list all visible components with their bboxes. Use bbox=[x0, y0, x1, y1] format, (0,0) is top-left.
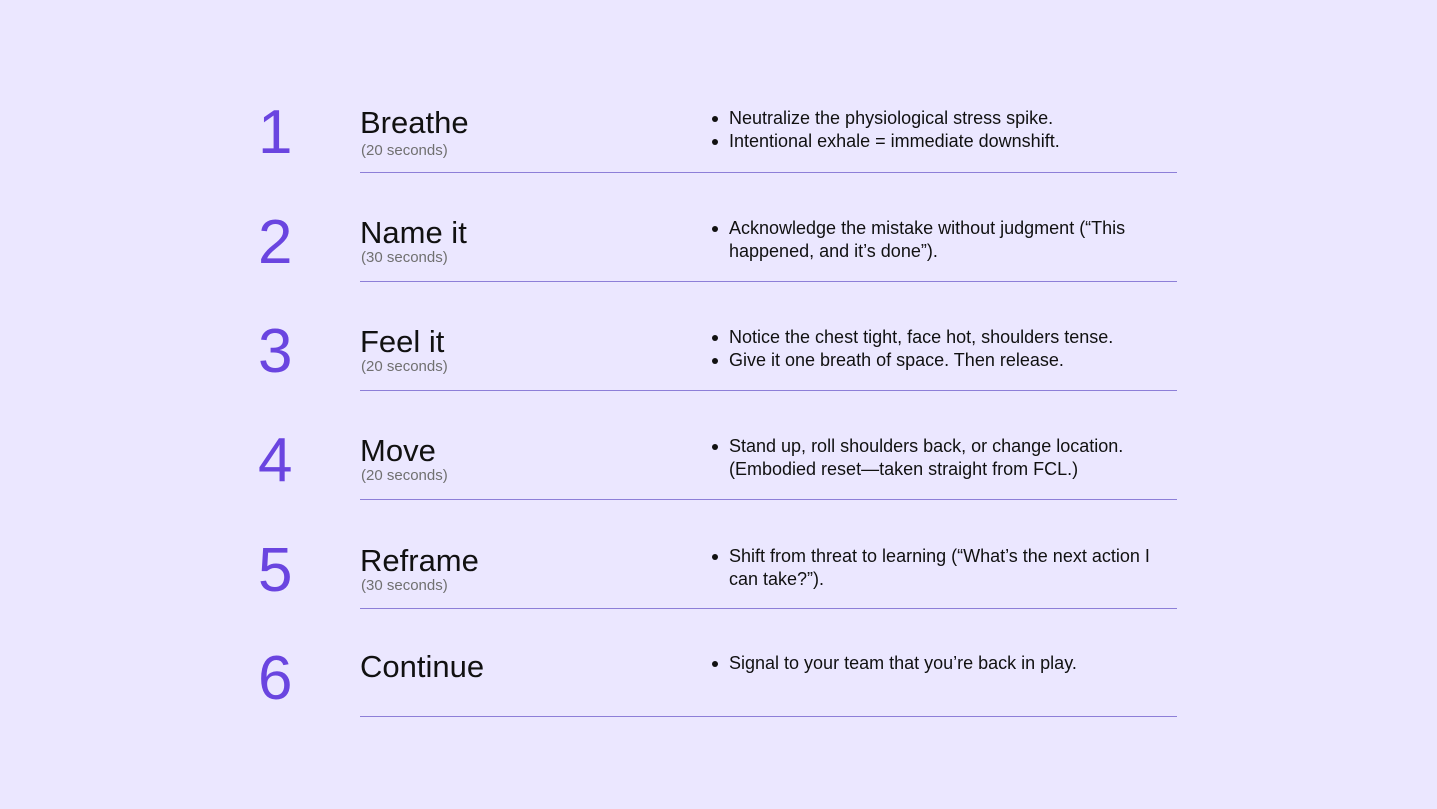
bullet-text: Intentional exhale = immediate downshift. bbox=[729, 131, 1060, 151]
bullet-text: Neutralize the physiological stress spike. bbox=[729, 108, 1054, 128]
bullet-dot-icon bbox=[712, 139, 718, 145]
bullet-text: Signal to your team that you’re back in play. bbox=[729, 653, 1077, 673]
bullet-item bbox=[712, 545, 1182, 591]
bullet-item bbox=[712, 217, 1182, 263]
row-divider bbox=[360, 499, 1177, 500]
bullet-dot-icon bbox=[712, 661, 718, 667]
step-duration: (20 seconds) bbox=[361, 142, 448, 159]
step-row-4 bbox=[0, 426, 1437, 540]
bullet-item bbox=[712, 652, 1182, 675]
step-duration: (30 seconds) bbox=[361, 249, 448, 266]
row-divider bbox=[360, 390, 1177, 391]
step-row-1 bbox=[0, 98, 1437, 212]
step-row-5 bbox=[0, 536, 1437, 650]
step-bullets bbox=[712, 326, 1182, 372]
step-title: Move bbox=[360, 433, 436, 468]
bullet-item bbox=[712, 435, 1182, 481]
step-number: 4 bbox=[258, 426, 293, 495]
row-divider bbox=[360, 608, 1177, 609]
step-number: 1 bbox=[258, 98, 293, 167]
bullet-text: Acknowledge the mistake without judgment (“This happened, and it’s done”). bbox=[729, 218, 1126, 261]
bullet-dot-icon bbox=[712, 116, 718, 122]
bullet-item bbox=[712, 130, 1182, 153]
step-bullets bbox=[712, 545, 1182, 591]
bullet-dot-icon bbox=[712, 444, 718, 450]
step-title: Reframe bbox=[360, 543, 479, 578]
bullet-text: Notice the chest tight, face hot, shoulders tense. bbox=[729, 327, 1114, 347]
bullet-dot-icon bbox=[712, 226, 718, 232]
step-row-3 bbox=[0, 317, 1437, 431]
bullet-text: Give it one breath of space. Then release. bbox=[729, 350, 1064, 370]
step-number: 6 bbox=[258, 644, 293, 713]
step-bullets bbox=[712, 107, 1182, 153]
row-divider bbox=[360, 716, 1177, 717]
step-number: 3 bbox=[258, 317, 293, 386]
bullet-item bbox=[712, 326, 1182, 349]
step-row-6 bbox=[0, 644, 1437, 758]
step-duration: (30 seconds) bbox=[361, 577, 448, 594]
bullet-item bbox=[712, 349, 1182, 372]
bullet-dot-icon bbox=[712, 335, 718, 341]
step-duration: (20 seconds) bbox=[361, 467, 448, 484]
step-title: Breathe bbox=[360, 105, 469, 140]
step-bullets bbox=[712, 652, 1182, 675]
step-title: Name it bbox=[360, 215, 467, 250]
step-row-2 bbox=[0, 208, 1437, 322]
bullet-text: Stand up, roll shoulders back, or change location. (Embodied reset—taken straight from FCL.) bbox=[729, 436, 1124, 479]
step-number: 2 bbox=[258, 208, 293, 277]
bullet-item bbox=[712, 107, 1182, 130]
step-duration: (20 seconds) bbox=[361, 358, 448, 375]
step-bullets bbox=[712, 435, 1182, 481]
row-divider bbox=[360, 172, 1177, 173]
bullet-text: Shift from threat to learning (“What’s the next action I can take?”). bbox=[729, 546, 1150, 589]
row-divider bbox=[360, 281, 1177, 282]
step-bullets bbox=[712, 217, 1182, 263]
step-number: 5 bbox=[258, 536, 293, 605]
step-title: Feel it bbox=[360, 324, 445, 359]
bullet-dot-icon bbox=[712, 358, 718, 364]
bullet-dot-icon bbox=[712, 554, 718, 560]
step-title: Continue bbox=[360, 649, 485, 684]
